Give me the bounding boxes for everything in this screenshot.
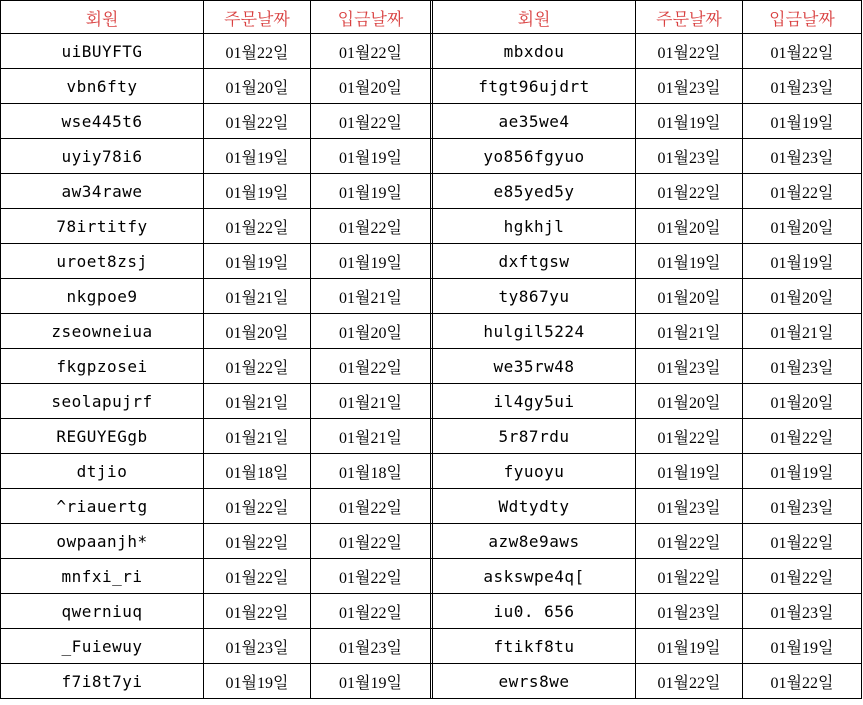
cell-member-left: dtjio bbox=[1, 454, 204, 489]
cell-member-right: yo856fgyuo bbox=[433, 139, 636, 174]
cell-payment-date-right: 01월20일 bbox=[743, 209, 862, 244]
cell-order-date-left: 01월23일 bbox=[204, 629, 311, 664]
cell-member-right: dxftgsw bbox=[433, 244, 636, 279]
cell-order-date-right: 01월22일 bbox=[636, 559, 743, 594]
cell-member-left: REGUYEGgb bbox=[1, 419, 204, 454]
table-row bbox=[1, 594, 862, 629]
cell-order-date-right: 01월23일 bbox=[636, 594, 743, 629]
cell-member-left: aw34rawe bbox=[1, 174, 204, 209]
cell-payment-date-left: 01월18일 bbox=[311, 454, 431, 489]
cell-order-date-right: 01월22일 bbox=[636, 34, 743, 69]
cell-order-date-left: 01월19일 bbox=[204, 244, 311, 279]
table-row bbox=[1, 664, 862, 699]
cell-order-date-right: 01월19일 bbox=[636, 244, 743, 279]
table-body bbox=[1, 34, 862, 699]
cell-payment-date-left: 01월22일 bbox=[311, 524, 431, 559]
cell-member-right: 5r87rdu bbox=[433, 419, 636, 454]
cell-payment-date-right: 01월19일 bbox=[743, 629, 862, 664]
column-header-order-date-right: 주문날짜 bbox=[636, 1, 743, 34]
cell-payment-date-right: 01월20일 bbox=[743, 384, 862, 419]
cell-order-date-right: 01월22일 bbox=[636, 524, 743, 559]
table-row bbox=[1, 454, 862, 489]
cell-member-right: hulgil5224 bbox=[433, 314, 636, 349]
cell-member-right: ftikf8tu bbox=[433, 629, 636, 664]
cell-payment-date-left: 01월22일 bbox=[311, 349, 431, 384]
cell-member-left: owpaanjh* bbox=[1, 524, 204, 559]
header-row bbox=[1, 1, 862, 34]
column-header-payment-date-right: 입금날짜 bbox=[743, 1, 862, 34]
cell-order-date-right: 01월22일 bbox=[636, 174, 743, 209]
cell-order-date-right: 01월20일 bbox=[636, 209, 743, 244]
cell-payment-date-right: 01월23일 bbox=[743, 139, 862, 174]
cell-payment-date-right: 01월19일 bbox=[743, 454, 862, 489]
cell-payment-date-right: 01월22일 bbox=[743, 559, 862, 594]
cell-order-date-left: 01월22일 bbox=[204, 104, 311, 139]
table-row bbox=[1, 349, 862, 384]
column-header-payment-date-left: 입금날짜 bbox=[311, 1, 431, 34]
cell-member-right: azw8e9aws bbox=[433, 524, 636, 559]
cell-order-date-right: 01월22일 bbox=[636, 419, 743, 454]
cell-payment-date-right: 01월21일 bbox=[743, 314, 862, 349]
cell-member-right: e85yed5y bbox=[433, 174, 636, 209]
cell-member-left: mnfxi_ri bbox=[1, 559, 204, 594]
cell-member-right: ftgt96ujdrt bbox=[433, 69, 636, 104]
cell-member-left: zseowneiua bbox=[1, 314, 204, 349]
cell-member-left: vbn6fty bbox=[1, 69, 204, 104]
cell-member-left: _Fuiewuy bbox=[1, 629, 204, 664]
cell-payment-date-left: 01월22일 bbox=[311, 104, 431, 139]
cell-member-right: hgkhjl bbox=[433, 209, 636, 244]
cell-member-right: fyuoyu bbox=[433, 454, 636, 489]
table-row bbox=[1, 314, 862, 349]
cell-member-right: Wdtydty bbox=[433, 489, 636, 524]
table-row bbox=[1, 139, 862, 174]
cell-payment-date-left: 01월21일 bbox=[311, 419, 431, 454]
table-row bbox=[1, 524, 862, 559]
cell-order-date-right: 01월22일 bbox=[636, 664, 743, 699]
column-header-member-right: 회원 bbox=[433, 1, 636, 34]
cell-payment-date-left: 01월22일 bbox=[311, 594, 431, 629]
cell-member-right: il4gy5ui bbox=[433, 384, 636, 419]
cell-payment-date-left: 01월23일 bbox=[311, 629, 431, 664]
cell-order-date-left: 01월19일 bbox=[204, 664, 311, 699]
cell-payment-date-left: 01월20일 bbox=[311, 69, 431, 104]
cell-payment-date-left: 01월19일 bbox=[311, 664, 431, 699]
cell-order-date-left: 01월22일 bbox=[204, 489, 311, 524]
cell-member-left: nkgpoe9 bbox=[1, 279, 204, 314]
cell-payment-date-right: 01월22일 bbox=[743, 174, 862, 209]
table-row bbox=[1, 279, 862, 314]
table-row bbox=[1, 69, 862, 104]
cell-member-right: we35rw48 bbox=[433, 349, 636, 384]
table-row bbox=[1, 209, 862, 244]
cell-order-date-left: 01월22일 bbox=[204, 349, 311, 384]
cell-member-right: ty867yu bbox=[433, 279, 636, 314]
cell-member-left: uiBUYFTG bbox=[1, 34, 204, 69]
cell-order-date-left: 01월21일 bbox=[204, 419, 311, 454]
cell-order-date-left: 01월21일 bbox=[204, 279, 311, 314]
cell-payment-date-right: 01월23일 bbox=[743, 489, 862, 524]
table-row bbox=[1, 174, 862, 209]
cell-payment-date-left: 01월22일 bbox=[311, 489, 431, 524]
cell-payment-date-left: 01월19일 bbox=[311, 244, 431, 279]
cell-order-date-left: 01월22일 bbox=[204, 209, 311, 244]
table-header bbox=[1, 1, 862, 34]
table-row bbox=[1, 629, 862, 664]
cell-member-right: ewrs8we bbox=[433, 664, 636, 699]
cell-member-right: mbxdou bbox=[433, 34, 636, 69]
cell-member-left: uroet8zsj bbox=[1, 244, 204, 279]
cell-order-date-right: 01월19일 bbox=[636, 629, 743, 664]
cell-order-date-left: 01월19일 bbox=[204, 139, 311, 174]
cell-payment-date-left: 01월22일 bbox=[311, 209, 431, 244]
cell-payment-date-right: 01월22일 bbox=[743, 419, 862, 454]
cell-order-date-left: 01월22일 bbox=[204, 559, 311, 594]
table-row bbox=[1, 384, 862, 419]
cell-order-date-right: 01월20일 bbox=[636, 279, 743, 314]
cell-order-date-left: 01월21일 bbox=[204, 384, 311, 419]
cell-payment-date-right: 01월22일 bbox=[743, 524, 862, 559]
cell-order-date-right: 01월21일 bbox=[636, 314, 743, 349]
cell-member-right: ae35we4 bbox=[433, 104, 636, 139]
cell-order-date-left: 01월22일 bbox=[204, 524, 311, 559]
cell-member-left: wse445t6 bbox=[1, 104, 204, 139]
table-row bbox=[1, 34, 862, 69]
table-row bbox=[1, 104, 862, 139]
cell-order-date-right: 01월23일 bbox=[636, 349, 743, 384]
cell-order-date-right: 01월23일 bbox=[636, 69, 743, 104]
cell-order-date-left: 01월18일 bbox=[204, 454, 311, 489]
cell-payment-date-right: 01월22일 bbox=[743, 664, 862, 699]
cell-member-left: ^riauertg bbox=[1, 489, 204, 524]
cell-order-date-right: 01월19일 bbox=[636, 454, 743, 489]
cell-order-date-right: 01월23일 bbox=[636, 139, 743, 174]
cell-member-left: fkgpzosei bbox=[1, 349, 204, 384]
cell-payment-date-right: 01월20일 bbox=[743, 279, 862, 314]
cell-payment-date-right: 01월23일 bbox=[743, 69, 862, 104]
cell-member-left: 78irtitfy bbox=[1, 209, 204, 244]
cell-member-left: uyiy78i6 bbox=[1, 139, 204, 174]
cell-payment-date-left: 01월19일 bbox=[311, 174, 431, 209]
cell-member-left: f7i8t7yi bbox=[1, 664, 204, 699]
cell-member-right: iu0. 656 bbox=[433, 594, 636, 629]
cell-member-left: seolapujrf bbox=[1, 384, 204, 419]
cell-order-date-left: 01월20일 bbox=[204, 314, 311, 349]
cell-order-date-right: 01월23일 bbox=[636, 489, 743, 524]
cell-payment-date-right: 01월19일 bbox=[743, 244, 862, 279]
cell-payment-date-left: 01월21일 bbox=[311, 384, 431, 419]
cell-payment-date-left: 01월22일 bbox=[311, 559, 431, 594]
cell-payment-date-left: 01월20일 bbox=[311, 314, 431, 349]
cell-order-date-left: 01월22일 bbox=[204, 594, 311, 629]
cell-payment-date-left: 01월19일 bbox=[311, 139, 431, 174]
cell-order-date-left: 01월19일 bbox=[204, 174, 311, 209]
column-header-order-date-left: 주문날짜 bbox=[204, 1, 311, 34]
cell-payment-date-right: 01월19일 bbox=[743, 104, 862, 139]
table-row bbox=[1, 559, 862, 594]
cell-payment-date-left: 01월22일 bbox=[311, 34, 431, 69]
column-header-member-left: 회원 bbox=[1, 1, 204, 34]
cell-payment-date-left: 01월21일 bbox=[311, 279, 431, 314]
table-row bbox=[1, 244, 862, 279]
table-row bbox=[1, 419, 862, 454]
cell-member-left: qwerniuq bbox=[1, 594, 204, 629]
cell-order-date-left: 01월20일 bbox=[204, 69, 311, 104]
cell-payment-date-right: 01월22일 bbox=[743, 34, 862, 69]
cell-payment-date-right: 01월23일 bbox=[743, 594, 862, 629]
cell-order-date-left: 01월22일 bbox=[204, 34, 311, 69]
table-row bbox=[1, 489, 862, 524]
cell-order-date-right: 01월19일 bbox=[636, 104, 743, 139]
cell-order-date-right: 01월20일 bbox=[636, 384, 743, 419]
cell-payment-date-right: 01월23일 bbox=[743, 349, 862, 384]
cell-member-right: askswpe4q[ bbox=[433, 559, 636, 594]
